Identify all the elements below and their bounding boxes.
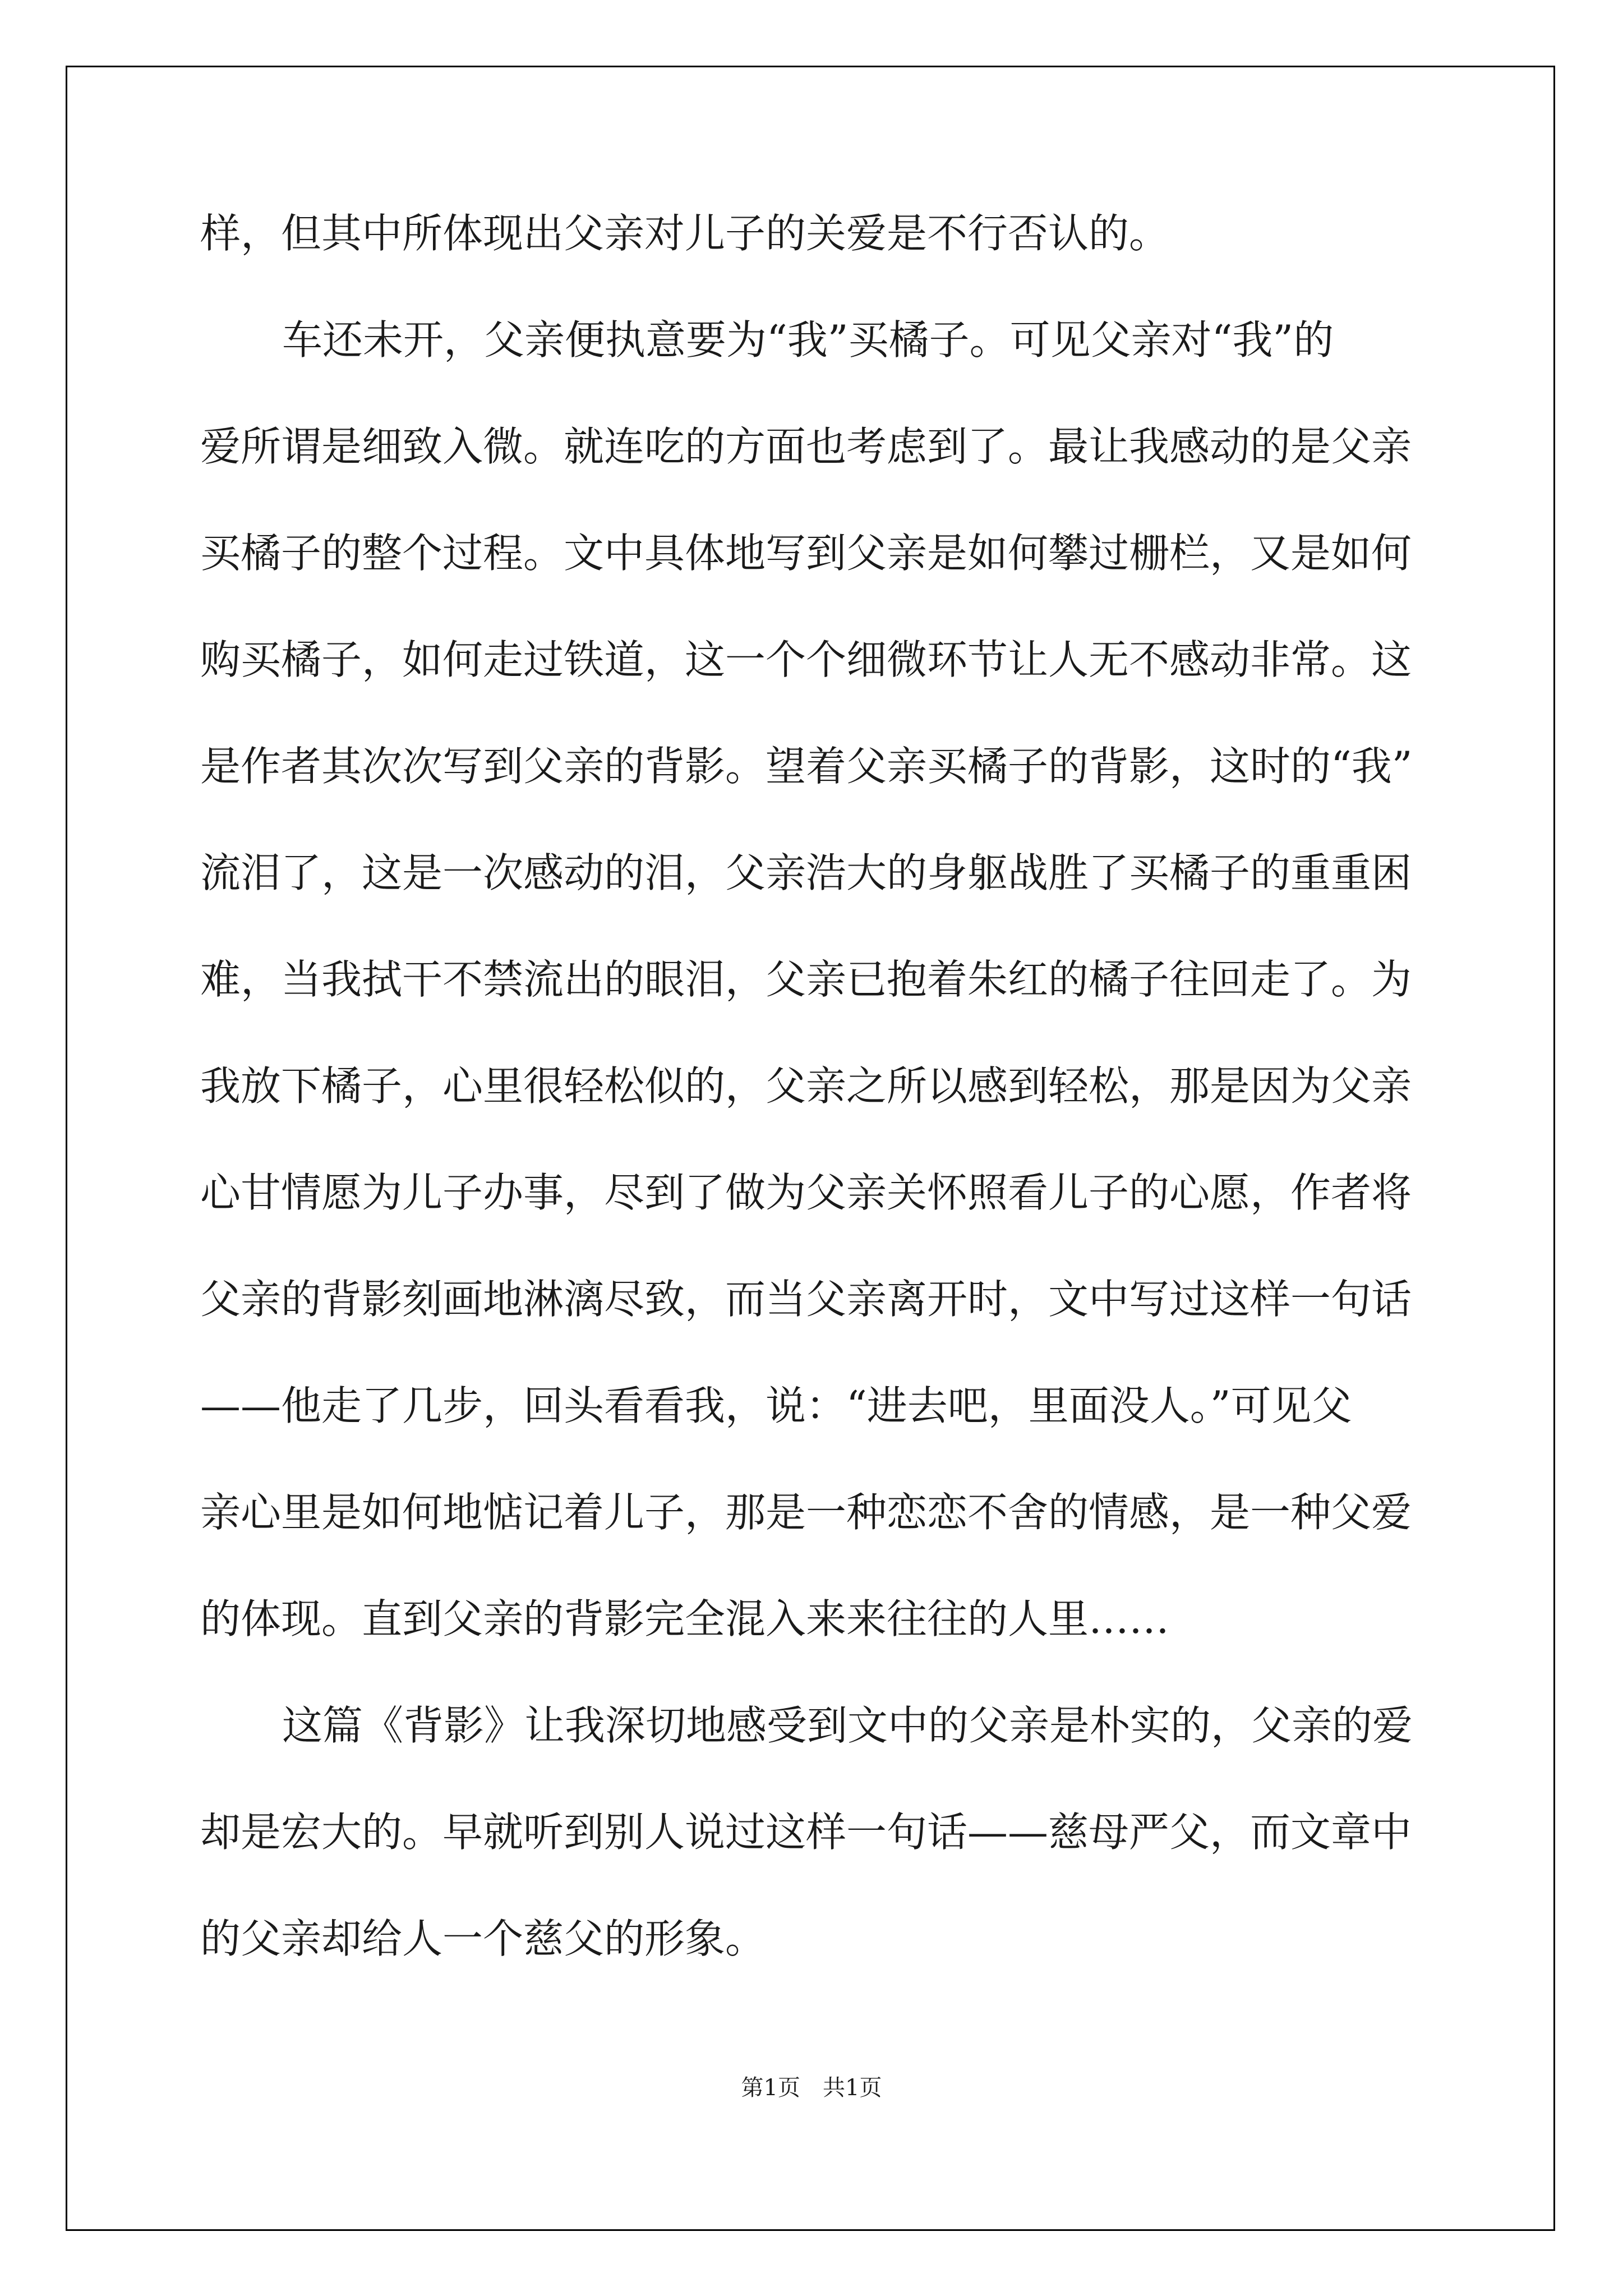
text-line: 我放下橘子，心里很轻松似的，父亲之所以感到轻松，那是因为父亲 [200, 1062, 1412, 1110]
text-line: 这篇《背影》让我深切地感受到文中的父亲是朴实的，父亲的爱 [282, 1702, 1413, 1749]
paragraph-first-line [200, 316, 1434, 426]
text-line: ——他走了几步，回头看看我，说：“进去吧，里面没人。”可见父 [200, 1382, 1352, 1429]
text-line: 买橘子的整个过程。文中具体地写到父亲是如何攀过栅栏，又是如何 [200, 530, 1412, 577]
document-body [200, 210, 1434, 2025]
paragraph-first-line [200, 1702, 1434, 1812]
text-line: 父亲的背影刻画地淋漓尽致，而当父亲离开时，文中写过这样一句话 [200, 1276, 1412, 1323]
text-line: 的父亲却给人一个慈父的形象。 [200, 1915, 766, 1962]
text-line: 爱所谓是细致入微。就连吃的方面也考虑到了。最让我感动的是父亲 [200, 423, 1412, 470]
text-line: 是作者其次次写到父亲的背影。望着父亲买橘子的背影，这时的“我” [200, 743, 1413, 790]
text-line: 却是宏大的。早就听到别人说过这样一句话——慈母严父，而文章中 [200, 1809, 1412, 1856]
text-line: 车还未开，父亲便执意要为“我”买橘子。可见父亲对“我”的 [282, 316, 1334, 364]
text-line: 亲心里是如何地惦记着儿子，那是一种恋恋不舍的情感，是一种父爱 [200, 1489, 1412, 1536]
text-line: 购买橘子，如何走过铁道，这一个个细微环节让人无不感动非常。这 [200, 636, 1412, 683]
text-line: 样，但其中所体现出父亲对儿子的关爱是不行否认的。 [200, 210, 1170, 257]
text-line: 心甘情愿为儿子办事，尽到了做为父亲关怀照看儿子的心愿，作者将 [200, 1169, 1412, 1216]
text-line: 难，当我拭干不禁流出的眼泪，父亲已抱着朱红的橘子往回走了。为 [200, 956, 1412, 1003]
page-number-footer: 第1页 共1页 [741, 2075, 882, 2101]
text-line: 流泪了，这是一次感动的泪，父亲浩大的身躯战胜了买橘子的重重困 [200, 849, 1412, 896]
text-line: 的体现。直到父亲的背影完全混入来来往往的人里…… [200, 1595, 1170, 1642]
